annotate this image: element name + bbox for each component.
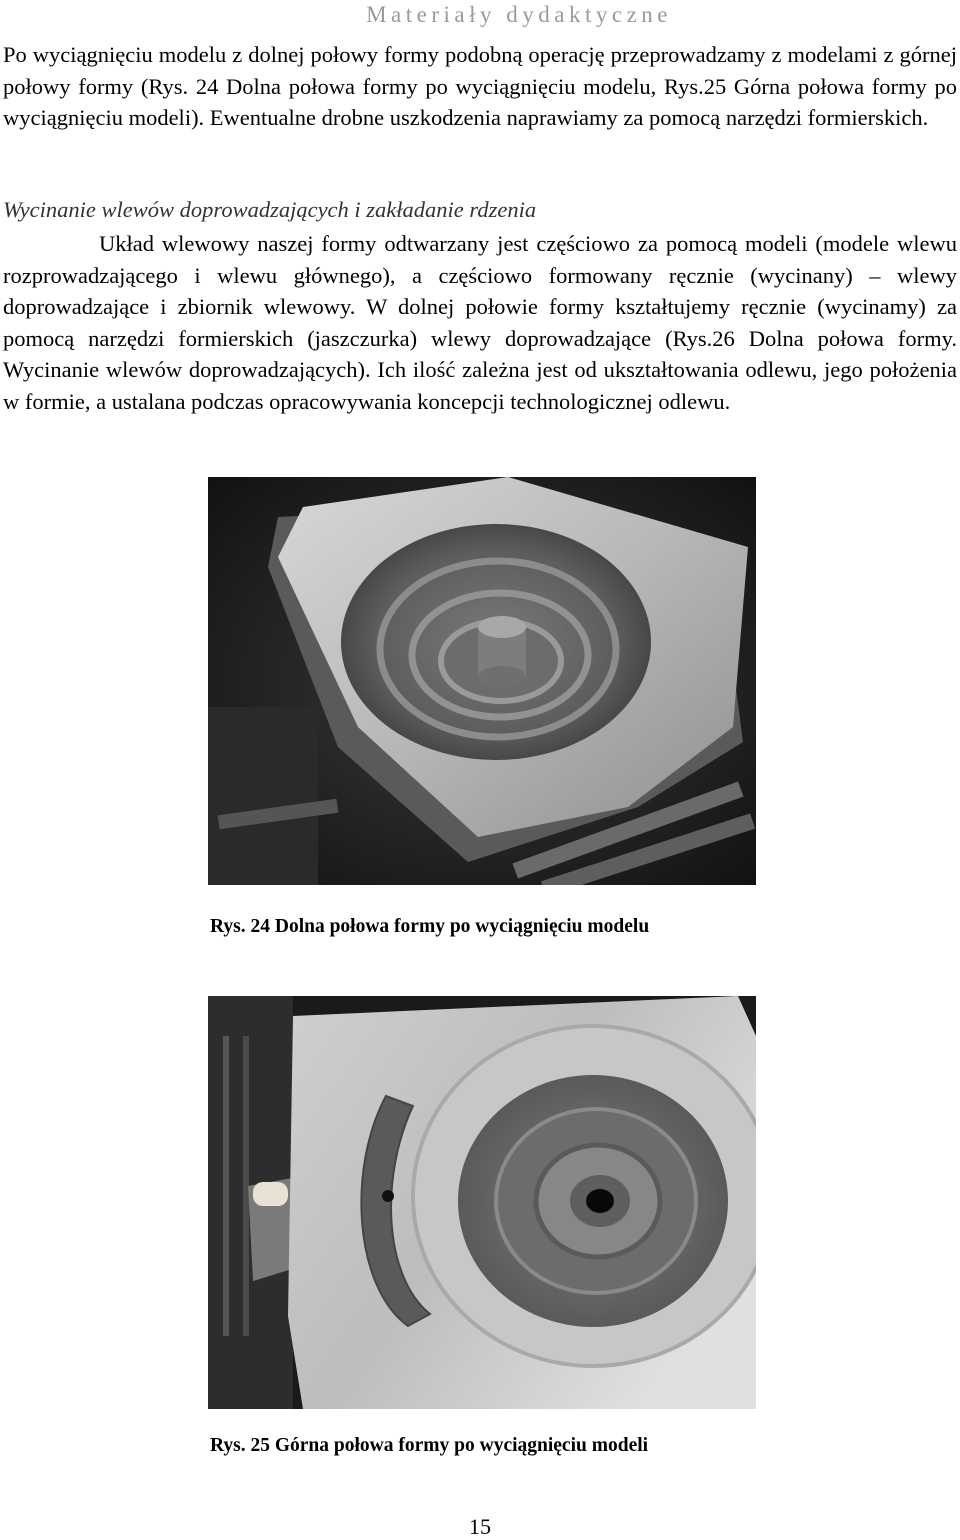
page-number: 15 [469, 1514, 491, 1539]
figure-caption-24: Rys. 24 Dolna połowa formy po wyciągnięciu modelu [210, 916, 650, 937]
paragraph-intro: Po wyciągnięciu modelu z dolnej połowy formy podobną operację przeprowadzamy z modelami z górnej połowy formy (Rys. 24 Dolna połowa formy po wyciągnięciu modelu, Rys.25 Górna połowa formy po wyciągnięciu modeli). Ewentualne drobne uszkodzenia naprawiamy za pomocą narzędzi formierskich. [3, 42, 957, 131]
photo-lower-mould-half [208, 477, 756, 885]
section-title: Wycinanie wlewów doprowadzających i zakładanie rdzenia [3, 197, 537, 222]
paragraph-gating-system: Układ wlewowy naszej formy odtwarzany jest częściowo za pomocą modeli (modele wlewu rozprowadzającego i wlewu głównego), a częściowo formowany ręcznie (wycinany) – wlewy doprowadzające i zbiornik wlewowy. W dolnej połowie formy kształtujemy ręcznie (wycinamy) za pomocą narzędzi formierskich (jaszczurka) wlewy doprowadzające (Rys.26 Dolna połowa formy. Wycinanie wlewów doprowadzających). Ich ilość zależna jest od ukształtowania odlewu, jego położenia w formie, a ustalana podczas opracowywania koncepcji technologicznej odlewu. [3, 231, 957, 414]
figure-caption-25: Rys. 25 Górna połowa formy po wyciągnięciu modeli [210, 1435, 649, 1456]
photo-upper-mould-half [208, 996, 756, 1409]
document-header: Materiały dydaktyczne [366, 2, 672, 27]
